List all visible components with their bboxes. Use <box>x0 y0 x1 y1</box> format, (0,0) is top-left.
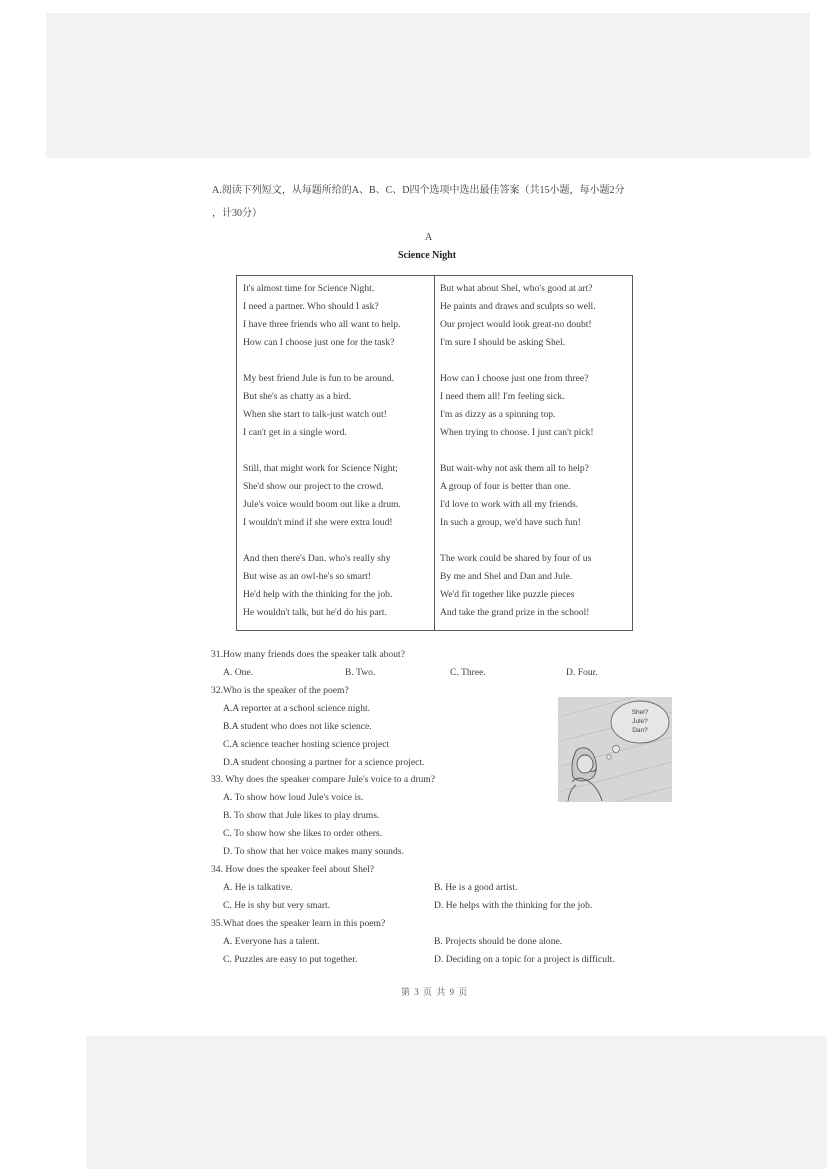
section-letter: A <box>425 232 433 243</box>
poem-line: How can I choose just one for the task? <box>243 337 395 348</box>
question-31-option-a: A. One. <box>223 667 254 678</box>
question-33-stem: 33. Why does the speaker compare Jule's voice to a drum? <box>211 774 436 785</box>
stanza <box>440 370 596 442</box>
instructions-line-1: A.阅读下列短文，从每题所给的A、B、C、D四个选项中选出最佳答案（共15小题，每小题2分 <box>212 185 625 196</box>
passage-title: Science Night <box>398 250 457 261</box>
poem-right-column <box>440 280 596 622</box>
stanza <box>440 550 596 622</box>
question-32-option-b: B.A student who does not like science. <box>223 721 372 732</box>
poem-line: I need them all! I'm feeling sick. <box>440 391 565 402</box>
stanza <box>243 370 401 442</box>
poem-line: And then there's Dan. who's really shy <box>243 553 391 564</box>
poem-line: But wise as an owl-he's so smart! <box>243 571 372 582</box>
bubble-text-2: Jule? <box>632 718 648 725</box>
poem-line: When she start to talk-just watch out! <box>243 409 387 420</box>
stanza <box>440 460 596 532</box>
question-33-option-a: A. To show how loud Jule's voice is. <box>223 792 364 803</box>
poem-line: We'd fit together like puzzle pieces <box>440 589 575 600</box>
poem-line: How can I choose just one from three? <box>440 373 589 384</box>
poem-line: A group of four is better than one. <box>440 481 571 492</box>
poem-line: He paints and draws and sculpts so well. <box>440 301 596 312</box>
question-34-option-c: C. He is shy but very smart. <box>223 900 331 911</box>
question-35-stem: 35.What does the speaker learn in this poem? <box>211 918 386 929</box>
question-34-option-d: D. He helps with the thinking for the job. <box>434 900 593 911</box>
poem-table <box>236 275 633 631</box>
poem-line: I'm as dizzy as a spinning top. <box>440 409 556 420</box>
question-31-option-c: C. Three. <box>450 667 486 678</box>
cartoon-illustration <box>558 697 672 802</box>
poem-line: She'd show our project to the crowd. <box>243 481 384 492</box>
poem-line: By me and Shel and Dan and Jule. <box>440 571 573 582</box>
poem-line: In such a group, we'd have such fun! <box>440 517 581 528</box>
stanza <box>243 550 401 622</box>
poem-line: I can't get in a single word. <box>243 427 347 438</box>
stanza <box>243 280 401 352</box>
question-35-option-b: B. Projects should be done alone. <box>434 936 563 947</box>
column-divider <box>434 276 435 630</box>
question-31-stem: 31.How many friends does the speaker talk about? <box>211 649 405 660</box>
question-31-option-d: D. Four. <box>566 667 598 678</box>
poem-line: I'd love to work with all my friends. <box>440 499 579 510</box>
poem-left-column <box>243 280 401 622</box>
bubble-text-3: Dan? <box>632 727 648 734</box>
question-34-option-a: A. He is talkative. <box>223 882 293 893</box>
stanza <box>243 460 401 532</box>
poem-line: It's almost time for Science Night. <box>243 283 375 294</box>
question-32-option-d: D.A student choosing a partner for a science project. <box>223 757 425 768</box>
question-33-option-b: B. To show that Jule likes to play drums. <box>223 810 380 821</box>
question-33-option-c: C. To show how she likes to order others. <box>223 828 383 839</box>
question-35-option-a: A. Everyone has a talent. <box>223 936 320 947</box>
poem-line: He'd help with the thinking for the job. <box>243 589 393 600</box>
poem-line: I'm sure I should be asking Shel. <box>440 337 566 348</box>
thinking-student-illustration <box>558 697 672 802</box>
poem-line: Jule's voice would boom out like a drum. <box>243 499 401 510</box>
poem-line: I wouldn't mind if she were extra loud! <box>243 517 393 528</box>
page-footer: 第 3 页 共 9 页 <box>401 987 469 997</box>
poem-line: But what about Shel, who's good at art? <box>440 283 593 294</box>
question-32-stem: 32.Who is the speaker of the poem? <box>211 685 349 696</box>
question-31-option-b: B. Two. <box>345 667 376 678</box>
blank-footer-area <box>86 1036 827 1169</box>
question-32-option-a: A.A reporter at a school science night. <box>223 703 371 714</box>
poem-line: But wait-why not ask them all to help? <box>440 463 589 474</box>
bubble-text-1: Shel? <box>631 709 649 716</box>
question-33-option-d: D. To show that her voice makes many sounds. <box>223 846 404 857</box>
poem-line: The work could be shared by four of us <box>440 553 592 564</box>
question-34-stem: 34. How does the speaker feel about Shel? <box>211 864 375 875</box>
poem-line: Still, that might work for Science Night; <box>243 463 398 474</box>
blank-header-area <box>46 13 810 158</box>
stanza <box>440 280 596 352</box>
poem-line: I have three friends who all want to help. <box>243 319 401 330</box>
poem-line: My best friend Jule is fun to be around. <box>243 373 395 384</box>
poem-line: And take the grand prize in the school! <box>440 607 590 618</box>
instructions-line-2: ，计30分） <box>212 208 262 219</box>
question-35-option-c: C. Puzzles are easy to put together. <box>223 954 358 965</box>
poem-line: I need a partner. Who should I ask? <box>243 301 379 312</box>
poem-line: He wouldn't talk, but he'd do his part. <box>243 607 387 618</box>
question-34-option-b: B. He is a good artist. <box>434 882 518 893</box>
question-32-option-c: C.A science teacher hosting science project <box>223 739 390 750</box>
poem-line: But she's as chatty as a bird. <box>243 391 352 402</box>
poem-line: When trying to choose. I just can't pick! <box>440 427 594 438</box>
question-35-option-d: D. Deciding on a topic for a project is difficult. <box>434 954 615 965</box>
poem-line: Our project would look great-no doubt! <box>440 319 592 330</box>
